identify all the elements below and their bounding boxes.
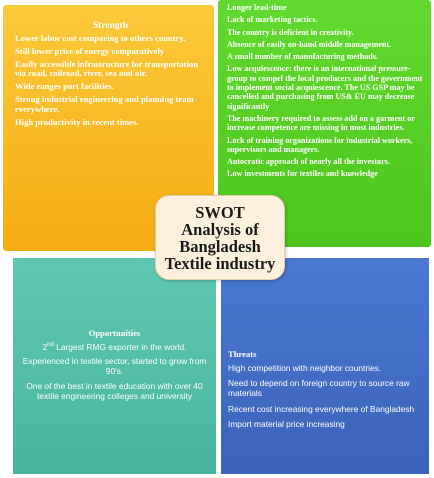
weakness-item: Lack of marketing tactics.	[227, 15, 318, 25]
weakness-item: Absence of easily on-hand middle management.	[227, 39, 392, 49]
weakness-item: A small number of manufacturing methods.	[227, 52, 378, 62]
strength-item: Lower labor cost comparing to others country.	[15, 33, 186, 43]
strength-item: High productivity in recent times.	[15, 116, 139, 127]
strength-item: Strong industrial engineering and planning team everywhere.	[15, 93, 194, 114]
weakness-item: The machinery required to assess add on a garment or increase competence are missing in most industries.	[227, 113, 415, 133]
threats-item: High competition with neighbor countries.	[228, 363, 382, 373]
strength-heading: Strength	[92, 21, 129, 31]
weakness-item: Longer lead-time	[227, 3, 287, 12]
rank-number: 2	[42, 342, 48, 352]
opportunities-quadrant	[13, 258, 216, 474]
weakness-item: Autocratic approach of nearly all the investors.	[227, 157, 390, 167]
opportunities-item: One of the best in textile education with over 40 textile engineering colleges and university	[26, 380, 203, 401]
threats-heading: Threats	[228, 349, 257, 359]
weakness-item: Low acquiescence: there is an international pressure-group to compel the local producers and the government to implement social acquiescence. The US GSP may be cancelled and purchasing from US& EU may decrease significantly	[227, 64, 423, 111]
opportunities-heading: Opportunities	[88, 328, 141, 338]
rank-suffix: nd	[47, 342, 54, 349]
swot-title-box	[155, 195, 285, 280]
threats-item: Recent cost increasing everywhere of Bangladesh	[228, 403, 415, 414]
weakness-item: Low investments for textiles and knowledge	[227, 169, 378, 179]
title-line: Bangladesh	[179, 236, 261, 256]
threats-item: Import material price increasing	[228, 418, 345, 429]
weakness-item: Lack of training organizations for industrial workers, supervisors and managers.	[227, 135, 413, 154]
opportunities-item	[19, 342, 210, 352]
title-line: SWOT	[195, 202, 245, 222]
strength-item: Still lower price of energy comparatively	[15, 45, 164, 56]
threats-quadrant	[221, 258, 429, 474]
strength-item: Wide ranges port facilities.	[15, 81, 114, 92]
opportunities-item: Experienced in textile sector, started to grow from 90's.	[22, 356, 207, 377]
strength-item: Easily accessible infrastructure for transportation via road, railroad, river, sea and air.	[15, 58, 198, 79]
weakness-item: The country is deficient in creativity.	[227, 27, 354, 37]
title-line: Analysis of	[181, 219, 259, 239]
rank-text: Largest RMG exporter in the world.	[53, 342, 187, 352]
title-line: Textile industry	[164, 253, 276, 273]
threats-item: Need to depend on foreign country to source raw materials	[228, 378, 410, 399]
